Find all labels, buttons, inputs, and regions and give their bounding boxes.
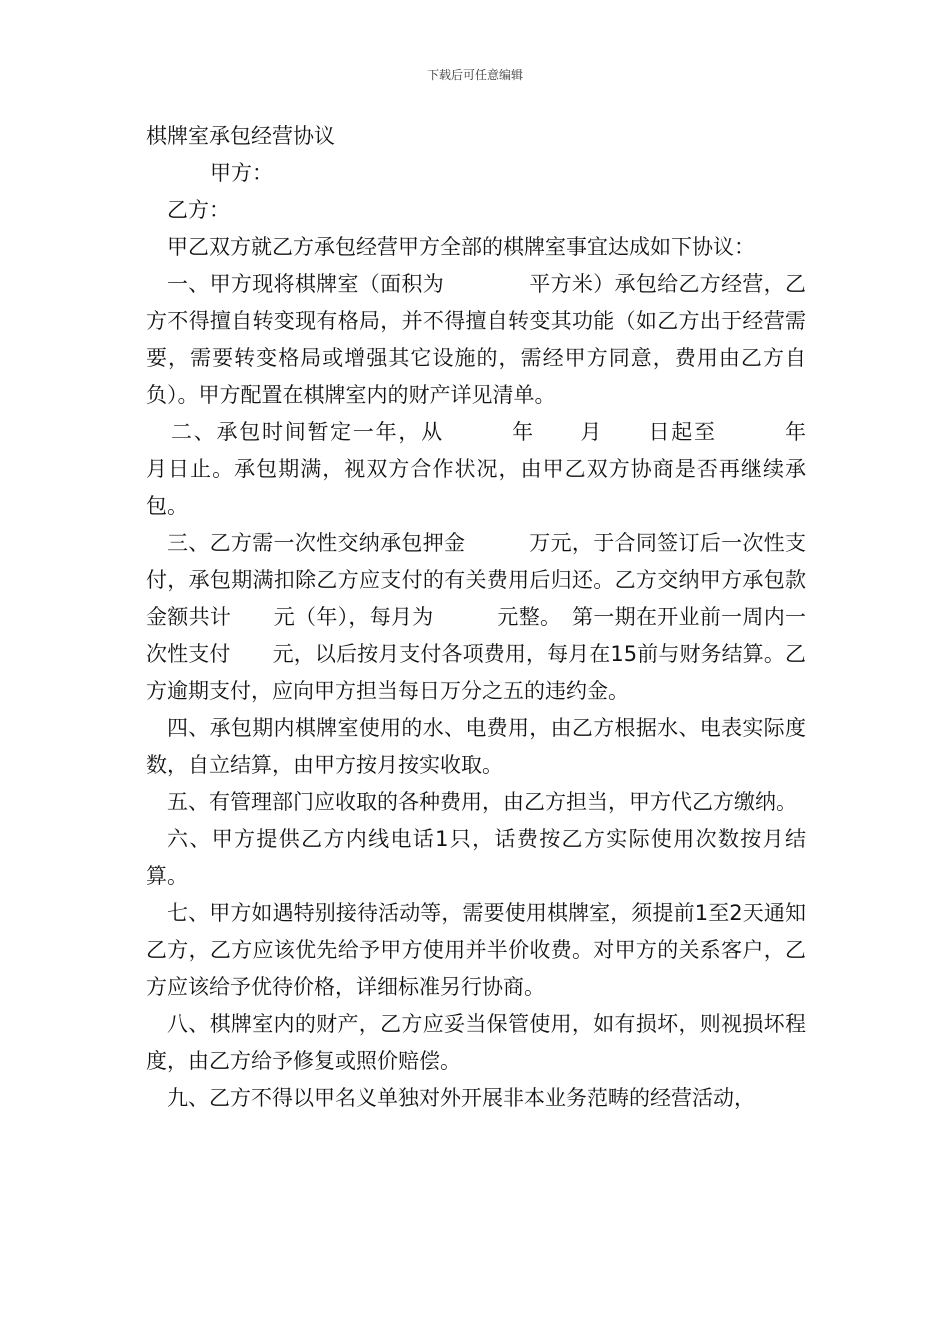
clause-3: 三、乙方需一次性交纳承包押金 万元，于合同签订后一次性支付，承包期满扣除乙方应支付的有关费用后归还。乙方交纳甲方承包款金额共计 元（年），每月为 元整。 第一期在开业前一周内一次性支付 元，以后按月支付各项费用，每月在15前与财务结算。乙方逾期支付，应向甲方担当每日万分之五的违约金。 bbox=[146, 531, 806, 703]
clause-9: 九、乙方不得以甲名义单独对外开展非本业务范畴的经营活动， bbox=[167, 1086, 755, 1110]
clause-4: 四、承包期内棋牌室使用的水、电费用，由乙方根据水、电表实际度数，自立结算，由甲方按月按实收取。 bbox=[146, 716, 806, 777]
clause-8: 八、棋牌室内的财产，乙方应妥当保管使用，如有损坏，则视损坏程度，由乙方给予修复或照价赔偿。 bbox=[146, 1012, 806, 1073]
party-b-line: 乙方： bbox=[167, 198, 230, 222]
clause-2: 二、承包时间暂定一年，从 年 月 日起至 年 月日止。承包期满，视双方合作状况，由甲乙双方协商是否再继续承包。 bbox=[146, 420, 848, 518]
intro-paragraph: 甲乙双方就乙方承包经营甲方全部的棋牌室事宜达成如下协议： bbox=[167, 235, 755, 259]
document-body bbox=[146, 118, 848, 1117]
clause-7: 七、甲方如遇特别接待活动等，需要使用棋牌室，须提前1至2天通知乙方，乙方应该优先给予甲方使用并半价收费。对甲方的关系客户，乙方应该给予优待价格，详细标准另行协商。 bbox=[146, 901, 806, 999]
clause-6: 六、甲方提供乙方内线电话1只，话费按乙方实际使用次数按月结算。 bbox=[146, 827, 806, 888]
clause-5: 五、有管理部门应收取的各种费用，由乙方担当，甲方代乙方缴纳。 bbox=[167, 790, 797, 814]
clause-1: 一、甲方现将棋牌室（面积为 平方米）承包给乙方经营，乙方不得擅自转变现有格局，并不得擅自转变其功能（如乙方出于经营需要，需要转变格局或增强其它设施的，需经甲方同意，费用由乙方自负）。甲方配置在棋牌室内的财产详见清单。 bbox=[146, 272, 806, 407]
header-note: 下载后可任意编辑 bbox=[426, 68, 523, 82]
party-a-line: 甲方： bbox=[210, 161, 273, 185]
document-title: 棋牌室承包经营协议 bbox=[146, 124, 335, 148]
